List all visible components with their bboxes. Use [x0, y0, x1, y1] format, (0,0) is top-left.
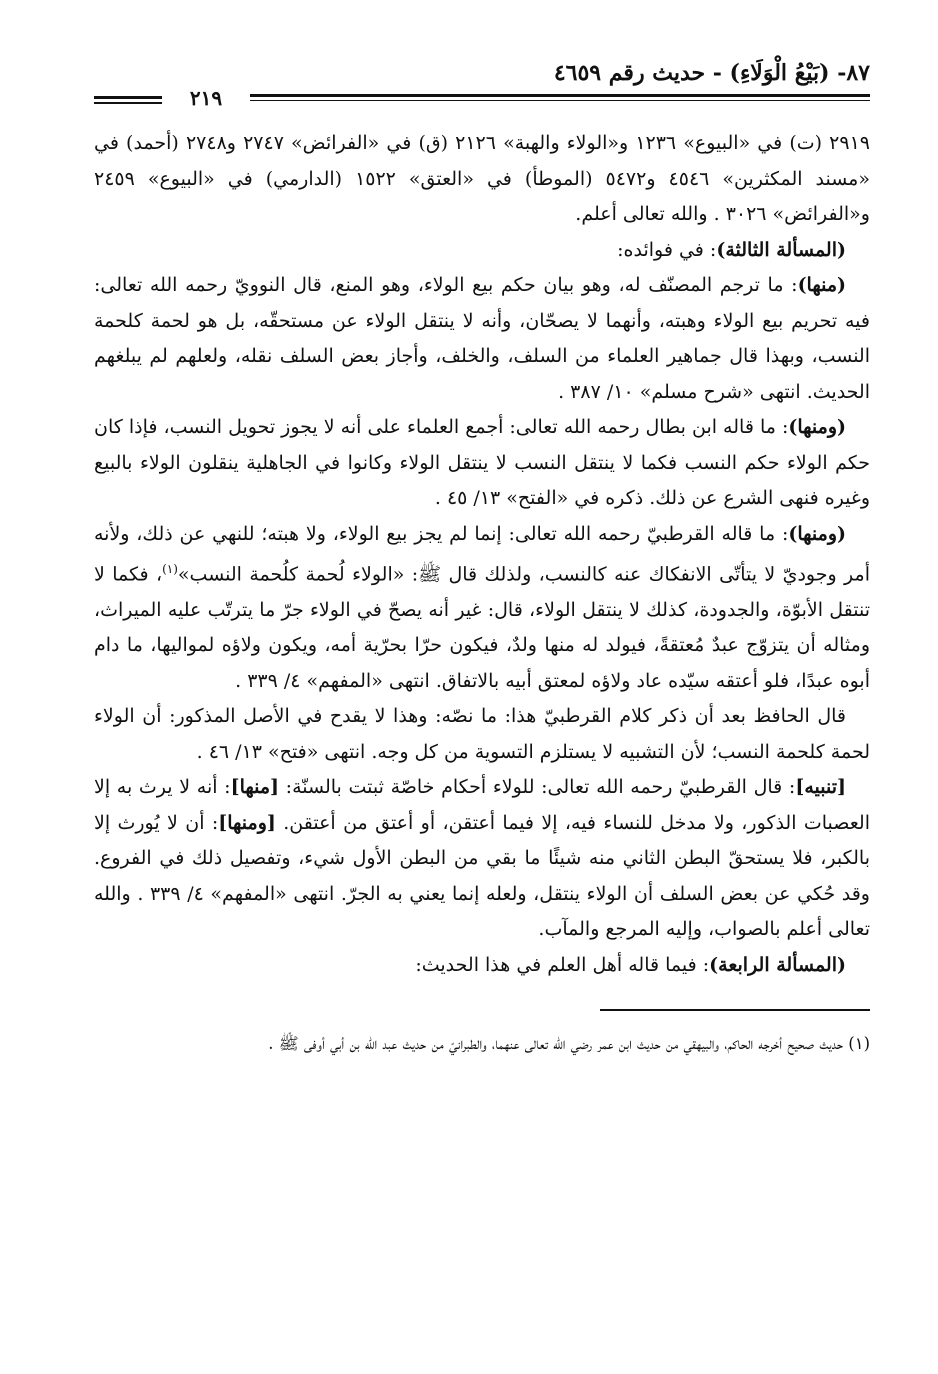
paragraph-text: : قال القرطبيّ رحمه الله تعالى: للولاء أحكام خاصّة ثبتت بالسنّة: [279, 776, 796, 799]
paragraph-fourth-issue [94, 948, 870, 984]
page-header [94, 52, 870, 112]
paragraph-text: : في فوائده: [617, 238, 717, 261]
paragraph-benefit-3 [94, 517, 870, 700]
paragraph-text: : ما ترجم المصنّف له، وهو بيان حكم بيع الولاء، وهو المنع، قال النوويّ رحمه الله تعالى: فيه تحريم بيع الولاء وهبته، وأنهما لا يصحّان، وأنه لا ينتقل الولاء عن مستحقّه، بل هو لحمة كلحمة النسب، وبهذا قال جماهير العلماء من السلف، والخلف، وأجاز بعض السلف نقله، ولعلهم لم يبلغهم الحديث. انتهى «شرح مسلم» ١٠/ ٣٨٧ . [94, 274, 870, 403]
note-sublabel-2: [ومنها] [218, 811, 276, 834]
footnote-1: (١) حديث صحيح أخرجه الحاكم، والبيهقي من حديث ابن عمر رضي الله تعالى عنهما، والطبرانيّ من حديث عبد الله بن أبي أوفى ﷺ . [268, 1034, 870, 1054]
paragraph-text: : ما قاله ابن بطال رحمه الله تعالى: أجمع العلماء على أنه لا يجوز تحويل النسب، فإذا كان حكم الولاء حكم النسب فكما لا ينتقل النسب لا ينتقل الولاء وكانوا في الجاهلية ينقلون الولاء بالبيع وغيره فنهى الشرع عن ذلك. ذكره في «الفتح» ١٣/ ٤٥ . [94, 416, 870, 509]
footnote-reference[interactable]: (١) [162, 562, 178, 576]
benefit-label: (ومنها) [788, 416, 846, 438]
paragraph-text-continued: ، فكما لا تنتقل الأبوّة، والجدودة، كذلك لا ينتقل الولاء، قال: غير أنه يصحّ في الولاء جرّ ما يترتّب عليه الميراث، ومثاله أن يتزوّج عبدٌ مُعتقةً، فيولد له منها ولدٌ، فيكون حرّا بحرّية أمه، ويكون ولاؤه لمواليها، ما دام أبوه عبدًا، فلو أعتقه سيّده عاد ولاؤه لمعتق أبيه بالاتفاق. انتهى «المفهم» ٤/ ٣٣٩ . [94, 563, 870, 692]
paragraph-text: قال الحافظ بعد أن ذكر كلام القرطبيّ هذا: ما نصّه: وهذا لا يقدح في الأصل المذكور: أن الولاء لحمة كلحمة النسب؛ لأن التشبيه لا يستلزم التسوية من كل وجه. انتهى «فتح» ١٣/ ٤٦ . [94, 705, 870, 763]
page-number-rule-thin [94, 102, 162, 104]
paragraph-hafiz-comment [94, 699, 870, 770]
running-head: ٨٧- (بَيْعُ الْوَلَاءِ) - حديث رقم ٤٦٥٩ [553, 60, 870, 86]
footnotes [94, 1029, 870, 1058]
header-rule-thin [250, 100, 870, 101]
paragraph-text: : ما قاله القرطبيّ رحمه الله تعالى: إنما لم يجز بيع الولاء، ولا هبته؛ للنهي عن ذلك، ولأنه أمر وجوديّ لا يتأتّى الانفكاك عنه كالنسب، ولذلك قال ﷺ: «الولاء لُحمة كلُحمة النسب» [94, 522, 870, 586]
paragraph-note [94, 770, 870, 948]
paragraph-benefit-1 [94, 268, 870, 410]
footnote-divider [600, 1009, 870, 1011]
paragraph-citations [94, 126, 870, 233]
paragraph-third-issue [94, 233, 870, 269]
document-page [94, 52, 870, 1352]
benefit-label: (ومنها) [788, 522, 846, 545]
paragraph-text: : فيما قاله أهل العلم في هذا الحديث: [415, 953, 710, 976]
heading-third-issue: (المسألة الثالثة) [716, 238, 846, 261]
note-sublabel-1: [منها] [230, 776, 280, 799]
paragraph-text: ٢٩١٩ (ت) في «البيوع» ١٢٣٦ و«الولاء والهبة» ٢١٢٦ (ق) في «الفرائض» ٢٧٤٧ و٢٧٤٨ (أحمد) في «مسند المكثرين» ٤٥٤٦ و٥٤٧٢ (الموطأ) في «العتق» ١٥٢٢ (الدارمي) في «البيوع» ٢٤٥٩ و«الفرائض» ٣٠٢٦ . والله تعالى أعلم. [94, 132, 870, 225]
page-number-rule [94, 96, 162, 99]
benefit-label: (منها) [797, 274, 846, 296]
paragraph-benefit-2 [94, 410, 870, 517]
note-label: [تنبيه] [795, 776, 846, 799]
heading-fourth-issue: (المسألة الرابعة) [709, 953, 846, 976]
paragraph-text-continued: : أنه لا يرث به إلا العصبات الذكور، ولا مدخل للنساء فيه، إلا فيما أعتقن، أو أعتق من أعتقن. [94, 776, 870, 834]
page-body [94, 126, 870, 983]
page-number: ٢١٩ [189, 86, 223, 110]
paragraph-text-continued: : أن لا يُورث إلا بالكبر، فلا يستحقّ البطن الثاني منه شيئًا ما بقي من البطن الأول شيء، وتفصيل ذلك في الفروع. وقد حُكي عن بعض السلف أن الولاء ينتقل، ولعله إنما يعني به الجرّ. انتهى «المفهم» ٤/ ٣٣٩ . والله تعالى أعلم بالصواب، وإليه المرجع والمآب. [94, 811, 870, 941]
header-rule [250, 94, 870, 97]
